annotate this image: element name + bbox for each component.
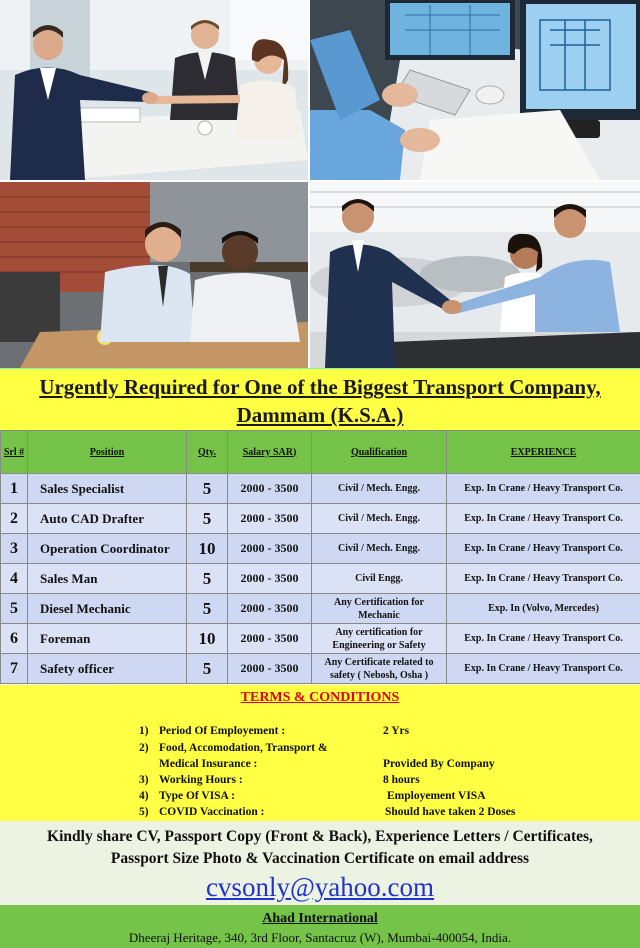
row-salary: 2000 - 3500 [228, 654, 312, 684]
row-qualification [312, 594, 447, 624]
row-qualification-line-2: Engineering or Safety [332, 639, 426, 651]
application-instructions [0, 821, 640, 905]
term-number: 3) [139, 774, 149, 786]
row-position: Foreman [28, 624, 187, 654]
row-qualification-line-1: Civil / Mech. Engg. [338, 543, 420, 554]
row-position: Auto CAD Drafter [28, 504, 187, 534]
term-value: Should have taken 2 Doses [385, 806, 516, 818]
row-experience: Exp. In Crane / Heavy Transport Co. [447, 564, 640, 594]
row-qualification-line-1: Civil / Mech. Engg. [338, 483, 420, 494]
row-qty: 5 [187, 594, 228, 624]
term-number: 2) [139, 742, 149, 754]
row-srl: 4 [1, 564, 28, 594]
header-position: Position [28, 431, 187, 474]
table-row [1, 474, 640, 504]
cad-design-computer-photo [310, 0, 640, 180]
row-position: Safety officer [28, 654, 187, 684]
row-position: Operation Coordinator [28, 534, 187, 564]
business-handshake-office-photo [0, 0, 308, 180]
row-qty: 10 [187, 624, 228, 654]
row-experience: Exp. In Crane / Heavy Transport Co. [447, 534, 640, 564]
row-salary: 2000 - 3500 [228, 624, 312, 654]
row-qty: 5 [187, 654, 228, 684]
row-salary: 2000 - 3500 [228, 594, 312, 624]
header-salary: Salary SAR) [228, 431, 312, 474]
table-row [1, 564, 640, 594]
row-qualification [312, 504, 447, 534]
row-srl: 1 [1, 474, 28, 504]
term-value: 2 Yrs [383, 725, 410, 737]
row-qualification [312, 654, 447, 684]
table-row [1, 624, 640, 654]
headline-line-2: Dammam (K.S.A.) [236, 403, 404, 427]
row-experience: Exp. In Crane / Heavy Transport Co. [447, 654, 640, 684]
row-salary: 2000 - 3500 [228, 564, 312, 594]
row-experience: Exp. In Crane / Heavy Transport Co. [447, 624, 640, 654]
terms-title: TERMS & CONDITIONS [240, 690, 400, 705]
instructions-line-2: Passport Size Photo & Vaccination Certificate on email address [110, 850, 530, 867]
company-name: Ahad International [262, 911, 378, 926]
term-key-line-2: Medical Insurance : [159, 758, 258, 770]
row-experience: Exp. In (Volvo, Mercedes) [447, 594, 640, 624]
row-salary: 2000 - 3500 [228, 534, 312, 564]
row-qualification [312, 624, 447, 654]
row-experience: Exp. In Crane / Heavy Transport Co. [447, 474, 640, 504]
term-key: Type Of VISA : [159, 790, 235, 802]
terms-conditions-section [0, 685, 640, 821]
row-qualification-line-2: safety ( Nebosh, Osha ) [329, 669, 429, 681]
row-qty: 5 [187, 504, 228, 534]
row-qualification [312, 474, 447, 504]
table-row [1, 504, 640, 534]
term-number: 1) [139, 725, 149, 737]
row-qualification-line-1: Any Certificate related to [324, 656, 434, 668]
table-row [1, 594, 640, 624]
term-key: Food, Accomodation, Transport & [159, 742, 328, 754]
row-qualification-line-1: Civil / Mech. Engg. [338, 513, 420, 524]
headline-banner [0, 368, 640, 431]
footer [0, 905, 640, 948]
term-key: Working Hours : [159, 774, 243, 786]
drafters-reviewing-plans-photo [0, 182, 308, 368]
positions-table [0, 430, 640, 684]
row-salary: 2000 - 3500 [228, 504, 312, 534]
row-qualification-line-1: Any certification for [335, 626, 423, 638]
term-key: Period Of Employement : [159, 725, 286, 737]
table-header-row [1, 431, 640, 474]
row-qty: 10 [187, 534, 228, 564]
row-qualification [312, 564, 447, 594]
row-srl: 3 [1, 534, 28, 564]
term-key: COVID Vaccination : [159, 806, 265, 818]
row-salary: 2000 - 3500 [228, 474, 312, 504]
table-row [1, 534, 640, 564]
row-qty: 5 [187, 564, 228, 594]
term-value: 8 hours [383, 774, 420, 786]
table-row [1, 654, 640, 684]
row-position: Sales Man [28, 564, 187, 594]
term-number: 5) [139, 806, 149, 818]
company-address: Dheeraj Heritage, 340, 3rd Floor, Santacruz (W), Mumbai-400054, India. [128, 930, 512, 945]
header-experience: EXPERIENCE [447, 431, 640, 474]
term-value: Provided By Company [383, 758, 495, 770]
row-position: Diesel Mechanic [28, 594, 187, 624]
term-number: 4) [139, 790, 149, 802]
instructions-line-1: Kindly share CV, Passport Copy (Front & Back), Experience Letters / Certificates, [47, 828, 593, 845]
header-qty: Qty. [187, 431, 228, 474]
row-srl: 2 [1, 504, 28, 534]
row-qualification [312, 534, 447, 564]
photo-collage [0, 0, 640, 368]
row-qualification-line-2: Mechanic [358, 609, 400, 621]
headline-line-1: Urgently Required for One of the Biggest Transport Company, [39, 375, 601, 399]
row-srl: 5 [1, 594, 28, 624]
row-srl: 7 [1, 654, 28, 684]
row-experience: Exp. In Crane / Heavy Transport Co. [447, 504, 640, 534]
header-qualification: Qualification [312, 431, 447, 474]
row-qualification-line-1: Civil Engg. [355, 573, 403, 584]
header-srl: Srl # [1, 431, 28, 474]
car-showroom-handshake-photo [310, 182, 640, 368]
term-value: Employement VISA [387, 790, 486, 802]
row-qualification-line-1: Any Certification for [334, 596, 424, 608]
row-srl: 6 [1, 624, 28, 654]
row-position: Sales Specialist [28, 474, 187, 504]
row-qty: 5 [187, 474, 228, 504]
email-link[interactable]: cvsonly@yahoo.com [205, 872, 435, 902]
